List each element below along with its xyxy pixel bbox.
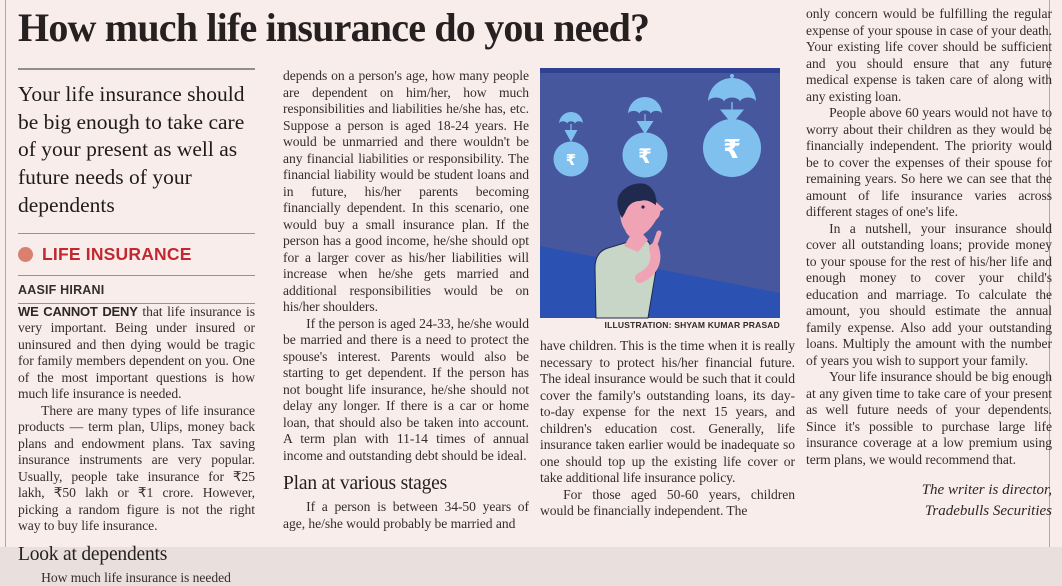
- left-column-rule: [5, 0, 6, 547]
- paragraph: There are many types of life insurance products — term plan, Ulips, money back plans and endowment plans. Tax saving insurance instruments are very popular. Usually, people take insurance for ₹25 lakh, ₹50 lakh or ₹1 crore. However, picking a random figure is not the right way to buy life insurance.: [18, 402, 255, 534]
- illustration: [540, 68, 780, 338]
- standfirst: Your life insurance should be big enough to take care of your present as well as future needs of your dependents: [18, 82, 245, 217]
- lead-in: WE CANNOT DENY: [18, 303, 138, 319]
- column-2: [283, 68, 529, 547]
- paragraph: depends on a person's age, how many people are dependent on him/her, how much responsibilities and liabilities he/she has, etc. Suppose a person is aged 18-24 years. He would be unmarried and there wouldn't be any financial liabilities or responsibility. The financial liability would be student loans and in future, his/her parents becoming financially dependent. In this scenario, one would buy a small insurance plan. If the person has a good income, he/she should opt for a larger cover as his/her liabilities will increase when he/she gets married and additional responsibilities would be on his/her shoulders.: [283, 68, 529, 315]
- section-label: LIFE INSURANCE: [42, 243, 192, 264]
- paragraph: only concern would be fulfilling the regular expense of your spouse in case of your death. Your existing life cover should be sufficient and you should ensure that any future medical expense is taken care of along with any existing loan.: [806, 6, 1052, 104]
- paragraph: If a person is between 34-50 years of age, he/she would probably be married and: [283, 499, 529, 531]
- rupee-symbol: ₹: [722, 135, 742, 165]
- section-bullet-icon: [18, 247, 33, 262]
- signoff-line: Tradebulls Securities: [924, 502, 1052, 519]
- paragraph: [18, 304, 255, 403]
- column-1: [18, 68, 255, 585]
- headline-underline: [18, 68, 255, 70]
- paragraph-text: that life insurance is very important. Being under insured or uninsured and then dying would be tragic for family members dependent on you. One of the most important questions is how much life insurance is needed.: [18, 303, 255, 402]
- paragraph: In a nutshell, your insurance should cover all outstanding loans; provide money to your spouse for the rest of his/her life and enough money to cover your child's education and marriage. To calculate the amount, you should estimate the annual family expense. Also add your outstanding loans. Multiply the amount with the number of years you wish to support your family.: [806, 220, 1052, 368]
- column-3: [540, 68, 795, 547]
- umbrella-finial: [730, 74, 734, 78]
- rupee-symbol: ₹: [565, 151, 577, 169]
- illustration-credit: ILLUSTRATION: SHYAM KUMAR PRASAD: [604, 320, 780, 330]
- umbrella-pole: [570, 124, 571, 131]
- section-label-row: [18, 234, 255, 275]
- paragraph: Your life insurance should be big enough at any given time to take care of your present as well future needs of your dependents. Since it's possible to purchase large life insurance coverage at a low premium using term plans, we would recommend that.: [806, 369, 1052, 467]
- paragraph: If the person is aged 24-33, he/she would be married and there is a need to protect the spouse's interest. Parents would also be starting to get dependent. If the person has not bought life insurance, he/she should not delay any longer. If there is a car or home loan, that should also be taken into account. A term plan with 11-14 times of annual income and outstanding debt should be ideal.: [283, 315, 529, 463]
- paragraph: How much life insurance is needed: [41, 569, 231, 585]
- insurance-illustration: [540, 68, 780, 318]
- paragraph: For those aged 50-60 years, children would be financially independent. The: [540, 486, 795, 519]
- subhead-plan-at-various-stages: Plan at various stages: [283, 473, 448, 495]
- illustration-top-strip: [540, 68, 780, 73]
- author-byline: AASIF HIRANI: [18, 282, 105, 297]
- article-headline: How much life insurance do you need?: [18, 5, 650, 50]
- man-eye: [641, 205, 644, 208]
- paragraph: People above 60 years would not have to worry about their children as they would be financially independent. The priority would be to cover the expenses of their spouse for remaining years. So here we can see that the amount of life insurance varies across different stages of one's life.: [806, 105, 1052, 220]
- signoff-line: The writer is director,: [921, 482, 1052, 499]
- paragraph: have children. This is the time when it is really necessary to protect his/her financial future. The ideal insurance would be such that it could cover the family's outstanding loans, its day-to-day expense for the next 15 years, and children's education cost. Generally, life insurance taken earlier would be inadequate so one should top up the existing life cover or take additional life insurance policy.: [540, 338, 795, 486]
- rupee-symbol: ₹: [638, 144, 652, 168]
- writer-signoff: [806, 480, 1052, 521]
- column-4: [806, 6, 1052, 547]
- subhead-look-at-dependents: Look at dependents: [18, 543, 168, 565]
- umbrella-pole: [644, 114, 645, 122]
